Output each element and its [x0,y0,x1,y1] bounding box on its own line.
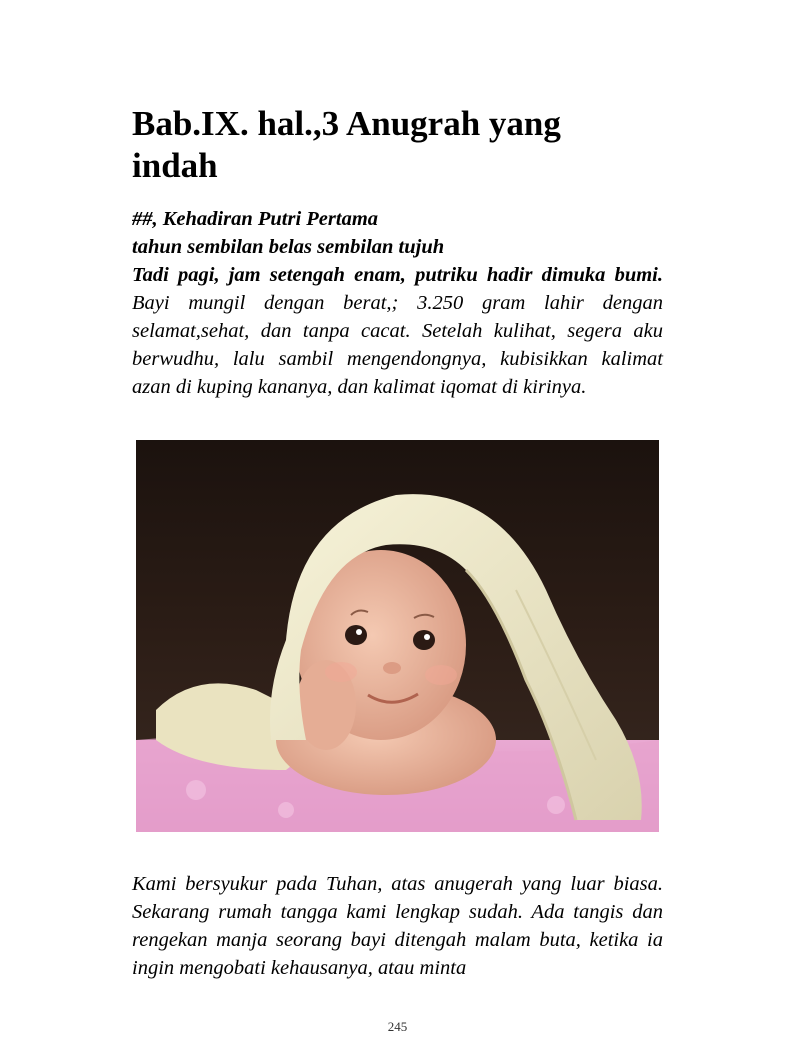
lead-rest-text: Bayi mungil dengan berat,; 3.250 gram lahir dengan selamat,sehat, dan tanpa cacat. Setelah kulihat, segera aku berwudhu, lalu sambil mengendongnya, kubisikkan kalimat azan di kuping kananya, dan kalimat iqomat di kirinya. [132,292,663,398]
section-heading: ##, Kehadiran Putri Pertama [132,208,379,230]
section-subheading: tahun sembilan belas sembilan tujuh [132,236,445,258]
baby-photo-icon [136,440,659,832]
page-number: 245 [387,1019,408,1034]
closing-paragraph: Kami bersyukur pada Tuhan, atas anugerah yang luar biasa. Sekarang rumah tangga kami lengkap sudah. Ada tangis dan rengekan manja seorang bayi ditengah malam buta, ketika ia ingin mengobati kehausanya, atau minta [132,873,663,979]
intro-paragraph [132,261,663,401]
chapter-title: Bab.IX. hal.,3 Anugrah yang indah [132,104,561,185]
intro-section [132,205,663,401]
baby-photo [136,440,659,832]
lead-bold-text: Tadi pagi, jam setengah enam, putriku hadir dimuka bumi. [132,264,663,286]
